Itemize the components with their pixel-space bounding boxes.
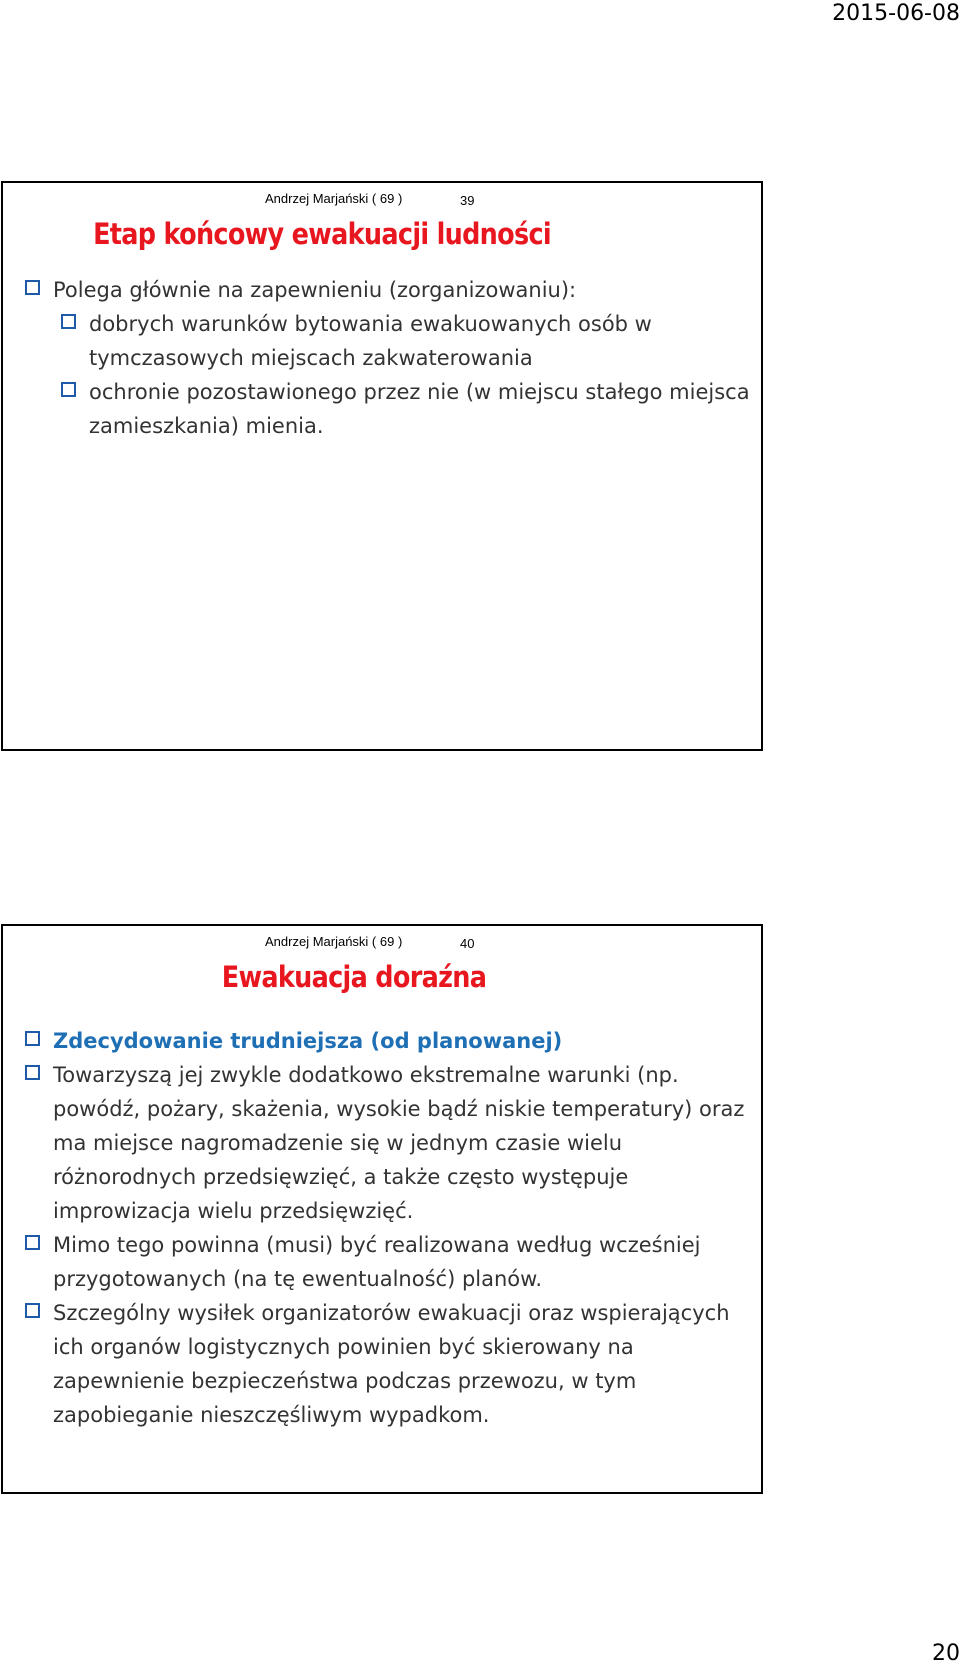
slide-39 — [1, 181, 763, 751]
slide-title: Etap końcowy ewakuacji ludności — [93, 217, 551, 251]
bullet-text: Szczególny wysiłek organizatorów ewakuacji oraz wspierających ich organów logistycznych powinien być skierowany na zapewnienie bezpieczeństwa podczas przewozu, w tym zapobieganie nieszczęśliwym wypadkom. — [53, 1301, 730, 1427]
bullet-item — [23, 1024, 751, 1058]
slide-title: Ewakuacja doraźna — [221, 960, 487, 994]
bullet-list — [23, 1024, 751, 1432]
checkbox-icon — [61, 382, 76, 397]
checkbox-icon — [25, 1303, 40, 1318]
checkbox-icon — [25, 1235, 40, 1250]
bullet-text: Polega głównie na zapewnieniu (zorganizowaniu): — [53, 278, 577, 302]
bullet-item — [23, 1296, 751, 1432]
checkbox-icon — [25, 1031, 40, 1046]
bullet-item — [23, 273, 751, 307]
bullet-item — [59, 375, 751, 443]
checkbox-icon — [61, 314, 76, 329]
slide-header — [3, 932, 761, 954]
slide-number: 39 — [460, 193, 475, 208]
bullet-list — [23, 273, 751, 443]
slide-header — [3, 189, 761, 211]
bullet-text: Towarzyszą jej zwykle dodatkowo ekstremalne warunki (np. powódź, pożary, skażenia, wysokie bądź niskie temperatury) oraz ma miejsce nagromadzenie się w jednym czasie wielu różnorodnych przedsięwzięć, a także często występuje improwizacja wielu przedsięwzięć. — [53, 1063, 745, 1223]
page-number: 20 — [932, 1641, 960, 1666]
bullet-text: Zdecydowanie trudniejsza (od planowanej) — [53, 1029, 563, 1053]
bullet-item — [23, 1228, 751, 1296]
page-date: 2015-06-08 — [832, 1, 960, 26]
bullet-item — [59, 307, 751, 375]
slide-number: 40 — [460, 936, 475, 951]
checkbox-icon — [25, 1065, 40, 1080]
slide-author: Andrzej Marjański ( 69 ) — [265, 191, 403, 206]
bullet-item — [23, 1058, 751, 1228]
bullet-text: Mimo tego powinna (musi) być realizowana według wcześniej przygotowanych (na tę ewentualność) planów. — [53, 1233, 701, 1291]
slide-author: Andrzej Marjański ( 69 ) — [265, 934, 403, 949]
bullet-text: dobrych warunków bytowania ewakuowanych osób w tymczasowych miejscach zakwaterowania — [89, 312, 652, 370]
bullet-text: ochronie pozostawionego przez nie (w miejscu stałego miejsca zamieszkania) mienia. — [89, 380, 750, 438]
checkbox-icon — [25, 280, 40, 295]
slide-40 — [1, 924, 763, 1494]
